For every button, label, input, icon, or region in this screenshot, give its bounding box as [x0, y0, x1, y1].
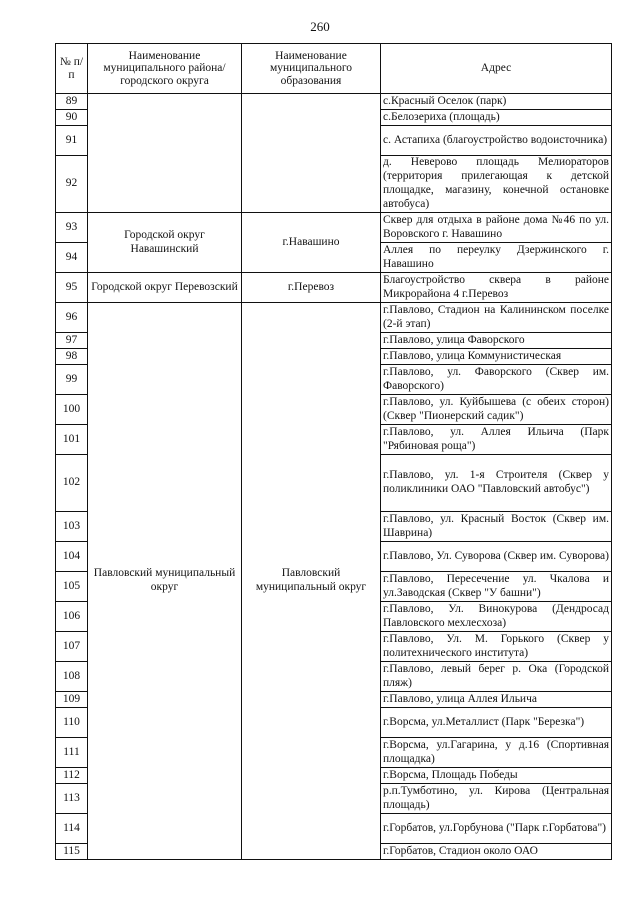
row-number: 103 [56, 512, 88, 542]
row-address: Сквер для отдыха в районе дома №46 по ул. Воровского г. Навашино [381, 213, 612, 243]
row-number: 94 [56, 243, 88, 273]
row-number: 89 [56, 94, 88, 110]
table-row [56, 213, 612, 243]
row-number: 92 [56, 156, 88, 213]
row-number: 93 [56, 213, 88, 243]
row-address: г.Ворсма, ул.Гагарина, у д.16 (Спортивная площадка) [381, 738, 612, 768]
table-row [56, 94, 612, 110]
header-municipality: Наименование муниципального образования [242, 44, 381, 94]
district-cell: Городской округ Перевозский [88, 273, 242, 303]
row-number: 108 [56, 662, 88, 692]
district-cell-empty [88, 94, 242, 213]
row-address: Благоустройство сквера в районе Микрорайона 4 г.Перевоз [381, 273, 612, 303]
municipality-cell: г.Навашино [242, 213, 381, 273]
row-address: г.Павлово, улица Коммунистическая [381, 349, 612, 365]
row-address: г.Ворсма, ул.Металлист (Парк "Березка") [381, 708, 612, 738]
row-address: Аллея по переулку Дзержинского г. Навашино [381, 243, 612, 273]
row-number: 104 [56, 542, 88, 572]
row-number: 101 [56, 425, 88, 455]
row-address: с. Астапиха (благоустройство водоисточника) [381, 126, 612, 156]
table-row [56, 273, 612, 303]
municipality-cell-empty [242, 94, 381, 213]
header-district: Наименование муниципального района/ городского округа [88, 44, 242, 94]
row-number: 95 [56, 273, 88, 303]
row-address: г.Павлово, ул. Аллея Ильича (Парк "Рябиновая роща") [381, 425, 612, 455]
row-address: г.Павлово, улица Аллея Ильича [381, 692, 612, 708]
row-address: г.Павлово, Ул. Суворова (Сквер им. Суворова) [381, 542, 612, 572]
row-number: 102 [56, 455, 88, 512]
row-address: г.Павлово, Ул. Винокурова (Дендросад Павловского мехлесхоза) [381, 602, 612, 632]
row-number: 113 [56, 784, 88, 814]
sites-table [55, 43, 612, 860]
row-address: с.Красный Оселок (парк) [381, 94, 612, 110]
page-number: 260 [310, 19, 330, 34]
row-number: 107 [56, 632, 88, 662]
row-number: 99 [56, 365, 88, 395]
row-number: 110 [56, 708, 88, 738]
row-number: 100 [56, 395, 88, 425]
row-number: 112 [56, 768, 88, 784]
header-address: Адрес [381, 44, 612, 94]
row-address: г.Павлово, Ул. М. Горького (Сквер у политехнического института) [381, 632, 612, 662]
municipality-cell: г.Перевоз [242, 273, 381, 303]
row-address: г.Павлово, ул. Фаворского (Сквер им. Фаворского) [381, 365, 612, 395]
row-number: 97 [56, 333, 88, 349]
row-address: с.Белозериха (площадь) [381, 110, 612, 126]
row-address: р.п.Тумботино, ул. Кирова (Центральная площадь) [381, 784, 612, 814]
row-address: г.Павлово, Стадион на Калининском поселке (2-й этап) [381, 303, 612, 333]
row-address: г.Павлово, улица Фаворского [381, 333, 612, 349]
row-number: 105 [56, 572, 88, 602]
row-number: 106 [56, 602, 88, 632]
row-address: д. Неверово площадь Мелиораторов (территория прилегающая к детской площадке, магазину, конечной остановке автобуса) [381, 156, 612, 213]
table-header-row [56, 44, 612, 94]
row-address: г.Павлово, ул. 1-я Строителя (Сквер у поликлиники ОАО "Павловский автобус") [381, 455, 612, 512]
row-number: 90 [56, 110, 88, 126]
row-address: г.Горбатов, ул.Горбунова ("Парк г.Горбатова") [381, 814, 612, 844]
row-address: г.Павлово, Пересечение ул. Чкалова и ул.Заводская (Сквер "У башни") [381, 572, 612, 602]
municipality-cell: Павловский муниципальный округ [242, 303, 381, 860]
row-number: 91 [56, 126, 88, 156]
row-address: г.Павлово, левый берег р. Ока (Городской пляж) [381, 662, 612, 692]
row-number: 98 [56, 349, 88, 365]
row-number: 115 [56, 844, 88, 860]
district-cell: Павловский муниципальный округ [88, 303, 242, 860]
row-address: г.Горбатов, Стадион около ОАО [381, 844, 612, 860]
row-number: 114 [56, 814, 88, 844]
row-number: 96 [56, 303, 88, 333]
row-number: 111 [56, 738, 88, 768]
header-number: № п/п [56, 44, 88, 94]
district-cell: Городской округ Навашинский [88, 213, 242, 273]
row-address: г.Павлово, ул. Куйбышева (с обеих сторон) (Сквер "Пионерский садик") [381, 395, 612, 425]
row-address: г.Павлово, ул. Красный Восток (Сквер им. Шаврина) [381, 512, 612, 542]
table-row [56, 303, 612, 333]
row-address: г.Ворсма, Площадь Победы [381, 768, 612, 784]
row-number: 109 [56, 692, 88, 708]
